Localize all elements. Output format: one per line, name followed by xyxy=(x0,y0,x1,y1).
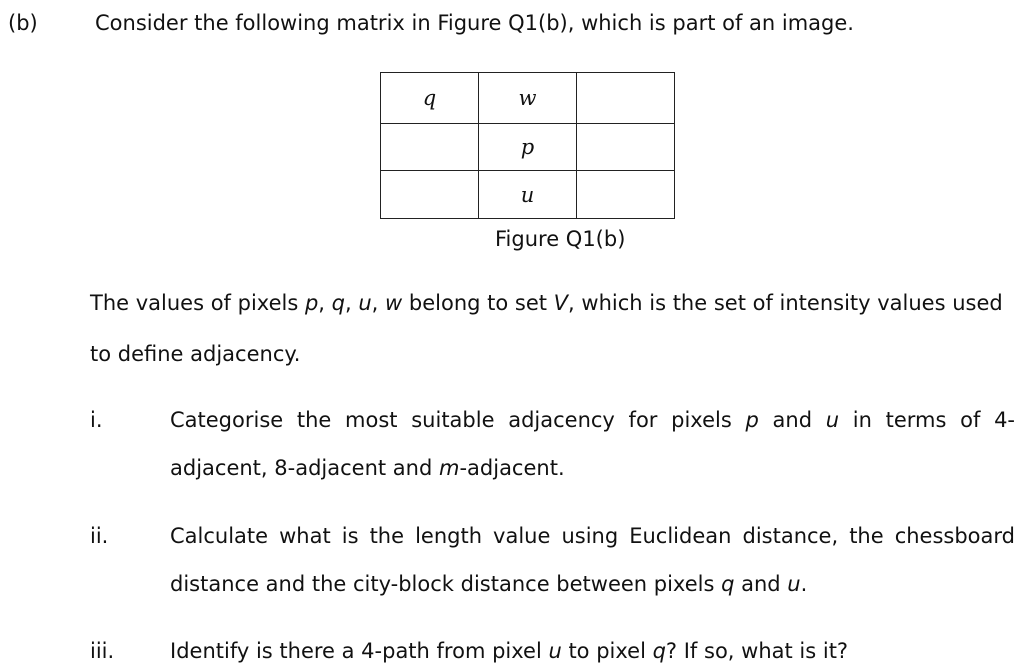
var-p: p xyxy=(304,291,319,315)
question-number: ii. xyxy=(90,524,109,548)
question-text-line xyxy=(170,407,1015,433)
matrix-row xyxy=(381,171,675,219)
question-text-line xyxy=(170,455,1015,481)
text: , xyxy=(371,291,386,315)
question-text-line: Calculate what is the length value using Euclidean distance, the chessboard xyxy=(170,524,1015,548)
text: ? If so, what is it? xyxy=(665,639,849,663)
pixel-matrix xyxy=(380,72,675,219)
var-p: p xyxy=(745,408,759,432)
matrix-cell-w: w xyxy=(479,73,577,124)
values-paragraph-line1 xyxy=(90,290,1020,316)
text: and xyxy=(734,572,788,596)
text: belong to set xyxy=(402,291,554,315)
text: in terms of 4- xyxy=(839,408,1016,432)
text: to pixel xyxy=(561,639,653,663)
text: , xyxy=(318,291,332,315)
matrix-row xyxy=(381,124,675,171)
intro-sentence: Consider the following matrix in Figure Q1(b), which is part of an image. xyxy=(95,11,854,35)
var-q: q xyxy=(721,572,735,596)
var-u: u xyxy=(548,639,562,663)
matrix-row xyxy=(381,73,675,124)
matrix-cell-empty xyxy=(577,73,675,124)
matrix-cell-empty xyxy=(381,171,479,219)
part-label: (b) xyxy=(8,11,38,35)
text: . xyxy=(800,572,808,596)
text: , xyxy=(345,291,359,315)
matrix-cell-p: p xyxy=(479,124,577,171)
text: and xyxy=(758,408,826,432)
matrix-cell-empty xyxy=(577,171,675,219)
var-u: u xyxy=(787,572,801,596)
matrix-cell-empty xyxy=(577,124,675,171)
question-number: i. xyxy=(90,408,103,432)
var-set-v: V xyxy=(553,291,569,315)
matrix-cell-q: q xyxy=(381,73,479,124)
text: -adjacent. xyxy=(459,456,565,480)
var-u: u xyxy=(358,291,372,315)
matrix-cell-empty xyxy=(381,124,479,171)
matrix-cell-u: u xyxy=(479,171,577,219)
question-text-line xyxy=(170,638,1015,664)
text: Categorise the most suitable adjacency for pixels xyxy=(170,408,746,432)
text: The values of pixels xyxy=(90,291,305,315)
text: , which is the set of intensity values used xyxy=(568,291,1003,315)
question-number: iii. xyxy=(90,639,115,663)
question-text-line xyxy=(170,571,1015,597)
text: adjacent, 8-adjacent and xyxy=(170,456,439,480)
var-m: m xyxy=(438,456,460,480)
var-q: q xyxy=(652,639,666,663)
figure-caption: Figure Q1(b) xyxy=(495,227,626,251)
var-u: u xyxy=(825,408,840,432)
var-w: w xyxy=(385,291,403,315)
text: Identify is there a 4-path from pixel xyxy=(170,639,549,663)
text: distance and the city-block distance between pixels xyxy=(170,572,722,596)
values-paragraph-line2: to define adjacency. xyxy=(90,342,301,366)
var-q: q xyxy=(331,291,345,315)
